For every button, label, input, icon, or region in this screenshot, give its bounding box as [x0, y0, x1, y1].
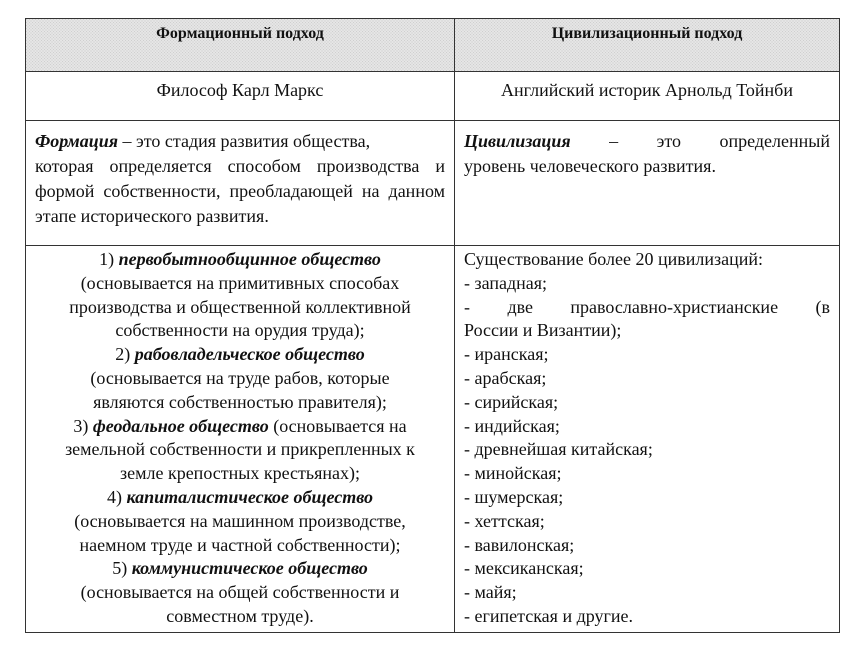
- civilization-item: - майя;: [464, 582, 517, 603]
- civilization-item: - хеттская;: [464, 510, 545, 531]
- formation-3-title: [35, 415, 445, 439]
- formation-3-tail: (основывается на: [268, 415, 407, 436]
- formations-list: [26, 246, 455, 633]
- civilizations-intro: Существование более 20 цивилизаций:: [464, 249, 763, 269]
- civilization-item-orthodox: [464, 296, 830, 320]
- formation-2-desc-2: являются собственностью правителя);: [93, 391, 387, 412]
- formation-3-num: 3): [73, 415, 93, 436]
- civilization-item: - иранская;: [464, 344, 549, 365]
- formation-2-title: [35, 343, 445, 367]
- civilization-definition-word-2: определенный: [719, 131, 830, 151]
- civilization-dash: –: [609, 131, 619, 151]
- formation-definition-text-2: которая определяется способом производства и формой собственности, преобладающей на данном этапе исторического развития.: [35, 156, 445, 226]
- formation-4-desc-1: (основывается на машинном производстве,: [74, 510, 406, 531]
- civilization-definition-line-1: [464, 129, 830, 154]
- formation-1-desc-3: собственности на орудия труда);: [115, 320, 365, 341]
- orthodox-word-1: -: [464, 296, 470, 317]
- civilization-item: - вавилонская;: [464, 534, 575, 555]
- formation-5-title: [35, 557, 445, 581]
- formation-4-num: 4): [106, 486, 127, 507]
- orthodox-word-3: православно-христианские: [570, 296, 779, 317]
- formation-definition-text-1: – это стадия развития общества,: [118, 131, 371, 151]
- formation-4-name: капиталистическое общество: [126, 486, 374, 507]
- formation-2-desc-1: (основывается на труде рабов, которые: [90, 367, 390, 388]
- civilization-item: - минойская;: [464, 463, 562, 484]
- formation-1-title: [35, 248, 445, 272]
- civilization-item: - сирийская;: [464, 391, 559, 412]
- header-row: [26, 19, 840, 72]
- civilization-item: - арабская;: [464, 367, 547, 388]
- authors-row: [26, 72, 840, 121]
- formation-5-name: коммунистическое общество: [131, 558, 368, 579]
- formation-3-desc-2: земле крепостных крестьянах);: [119, 463, 360, 484]
- civilizations-list: [455, 246, 840, 633]
- civilization-term: Цивилизация: [464, 131, 571, 151]
- formation-4-desc-2: наемном труде и частной собственности);: [79, 534, 401, 555]
- formation-term: Формация: [35, 131, 119, 151]
- formation-1-name: первобытнообщинное общество: [118, 249, 381, 269]
- formation-1-desc-2: производства и общественной коллективной: [69, 296, 411, 317]
- header-formational: [26, 19, 455, 72]
- civilization-item: - древнейшая китайская;: [464, 439, 653, 460]
- formation-2-num: 2): [115, 344, 135, 365]
- author-toynbee: [455, 72, 840, 121]
- civilization-item: - мексиканская;: [464, 558, 584, 579]
- formation-5-num: 5): [112, 558, 132, 579]
- formation-4-title: [35, 486, 445, 510]
- lists-row: [26, 246, 840, 633]
- orthodox-word-4: (в: [815, 296, 830, 317]
- orthodox-word-2: две: [507, 296, 533, 317]
- author-marx-text: Философ Карл Маркс: [156, 80, 324, 100]
- civilization-definition-text-2: уровень человеческого развития.: [464, 156, 716, 176]
- formation-2-name: рабовладельческое общество: [134, 344, 365, 365]
- civilization-item: России и Византии);: [464, 320, 622, 341]
- author-toynbee-text: Английский историк Арнольд Тойнби: [501, 80, 793, 100]
- formation-definition: [26, 121, 455, 246]
- definitions-row: [26, 121, 840, 246]
- civilization-definition-word-1: это: [656, 131, 681, 151]
- formation-5-desc-2: совместном труде).: [166, 605, 314, 626]
- civilization-item: - египетская и другие.: [464, 605, 633, 626]
- civilization-item: - индийская;: [464, 415, 560, 436]
- header-formational-text: Формационный подход: [156, 25, 324, 42]
- formation-1-desc-1: (основывается на примитивных способах: [80, 272, 400, 293]
- formation-definition-line-1: [35, 129, 445, 154]
- civilization-item: - западная;: [464, 272, 548, 293]
- civilization-item: - шумерская;: [464, 486, 564, 507]
- header-civilizational-text: Цивилизационный подход: [551, 25, 743, 42]
- author-marx: [26, 72, 455, 121]
- formation-3-desc-1: земельной собственности и прикрепленных к: [65, 439, 415, 460]
- formation-5-desc-1: (основывается на общей собственности и: [80, 582, 400, 603]
- comparison-table: [25, 18, 840, 633]
- formation-1-num: 1): [99, 249, 119, 269]
- formation-3-name: феодальное общество: [92, 415, 269, 436]
- header-civilizational: [455, 19, 840, 72]
- civilization-definition: [455, 121, 840, 246]
